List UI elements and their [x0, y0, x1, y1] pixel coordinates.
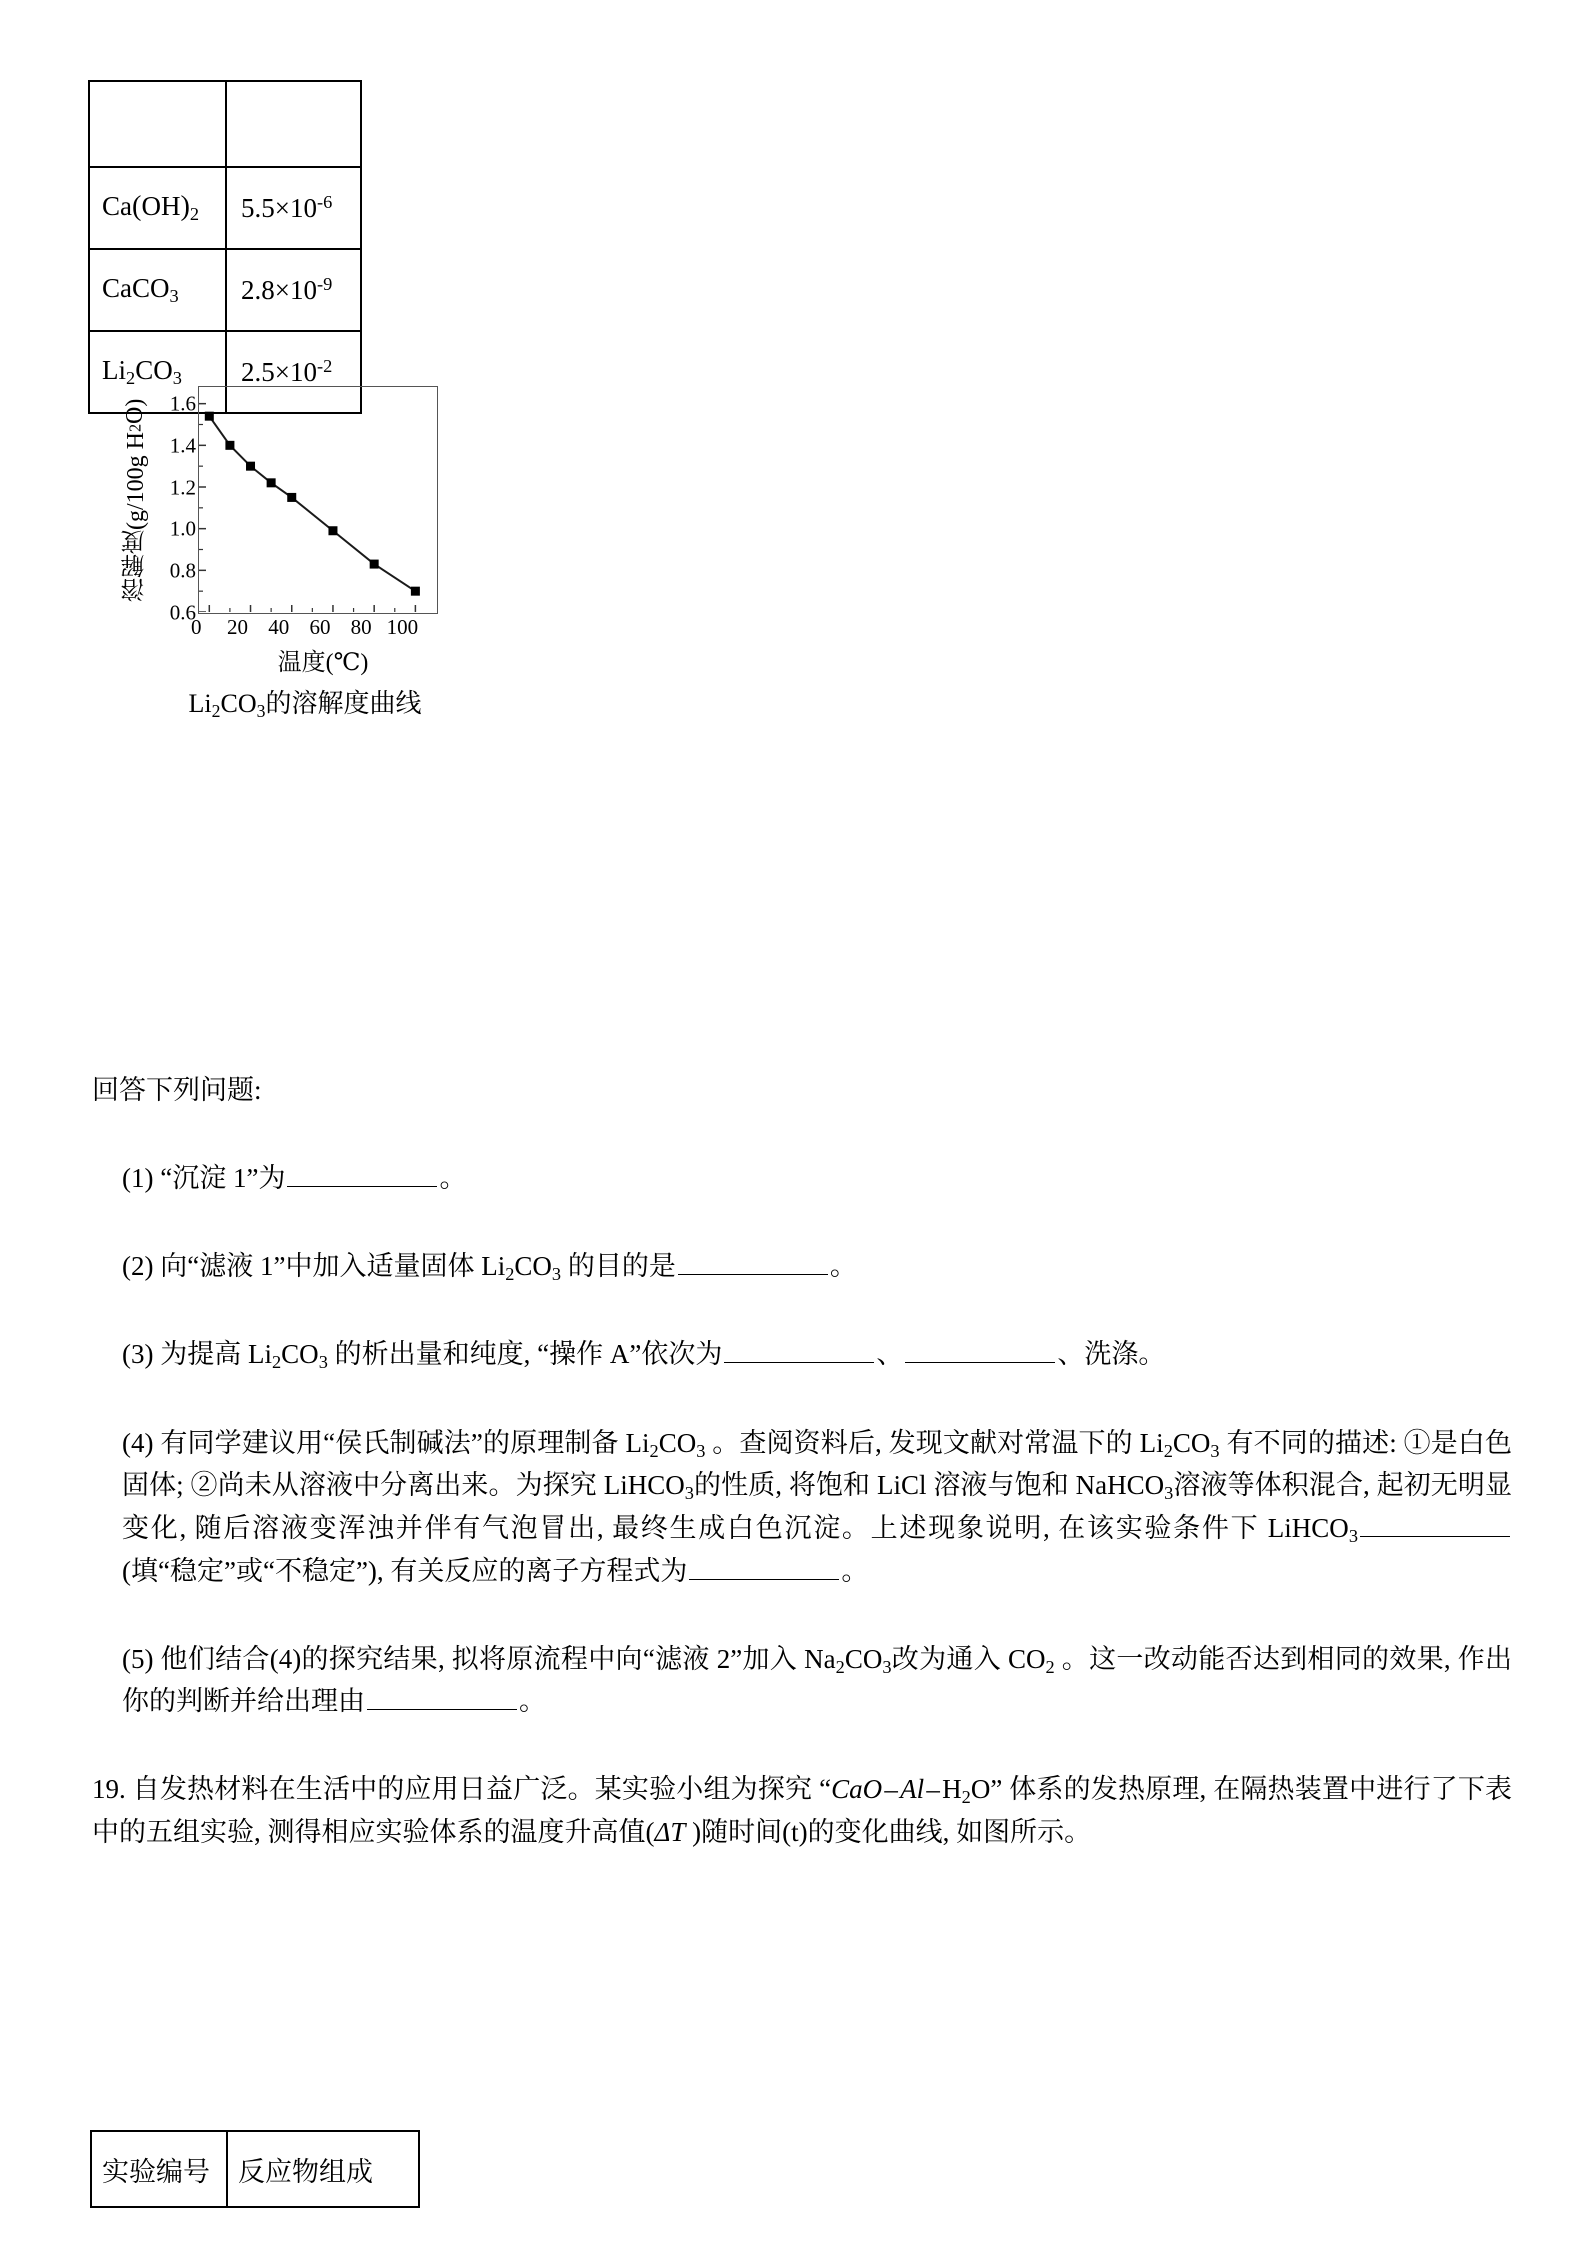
- chart-y-tick: 1.4: [169, 433, 196, 458]
- q4-tail: (填“稳定”或“不稳定”), 有关反应的离子方程式为: [122, 1555, 688, 1586]
- question-2-text: (2) 向“滤液 1”中加入适量固体 $Li_2CO_3$ 的目的是: [122, 1250, 676, 1284]
- chart-data-point: [267, 478, 276, 487]
- cell-value: $2.5\times 10^{-2}$: [226, 331, 361, 413]
- q5-period: 。: [519, 1686, 546, 1717]
- chart-caption: $Li_2CO_3$的溶解度曲线: [188, 689, 422, 721]
- question-1-period: 。: [439, 1162, 467, 1193]
- chart-svg: [199, 387, 436, 612]
- chart-data-point: [328, 526, 337, 535]
- q4-period: 。: [841, 1555, 869, 1586]
- chart-y-tick: 0.6: [169, 600, 196, 624]
- answer-blank[interactable]: [678, 1250, 828, 1274]
- chart-x-axis-label: 温度(℃): [277, 650, 369, 676]
- table-row: [89, 249, 361, 331]
- value-mantissa: 2.8: [241, 274, 275, 305]
- answer-blank[interactable]: [724, 1339, 874, 1363]
- chart-x-tick: 20: [227, 615, 249, 639]
- question-body: [92, 1070, 1512, 1899]
- question-1: [92, 1158, 1512, 1200]
- cell-substance: $Ca(OH)_2$: [89, 167, 226, 249]
- question-1-text: (1) “沉淀 1”为: [122, 1162, 286, 1193]
- value-mantissa: 5.5: [241, 192, 275, 223]
- q3-sep1: 、: [876, 1339, 904, 1370]
- cell-substance: $Li_2CO_3$: [89, 331, 226, 413]
- chart-plot-area: [198, 386, 438, 614]
- question-2: [92, 1246, 1512, 1289]
- value-mantissa: 2.5: [241, 356, 275, 387]
- question-2-period: 。: [829, 1250, 857, 1281]
- chart-series-line: [209, 416, 415, 591]
- header-cell-substance: [89, 81, 226, 167]
- chart-y-tick: 1.2: [169, 475, 196, 499]
- answer-blank[interactable]: [689, 1555, 839, 1579]
- chart-y-tick: 1.6: [169, 391, 196, 416]
- header-cell-reactant-composition: 反应物组成: [227, 2131, 419, 2207]
- cell-value: $5.5\times 10^{-6}$: [226, 167, 361, 249]
- table-row: [89, 167, 361, 249]
- chart-data-point: [225, 441, 234, 450]
- chart-x-tick: 80: [350, 615, 372, 639]
- chart-data-point: [370, 560, 379, 569]
- solubility-product-table: [88, 80, 362, 414]
- cell-value: $2.8\times 10^{-9}$: [226, 249, 361, 331]
- chart-x-tick: 60: [309, 615, 331, 639]
- chart-data-point: [411, 587, 420, 596]
- chart-y-tick-labels: [154, 386, 198, 624]
- header-cell-value: [226, 81, 361, 167]
- experiment-table-wrapper: [90, 2130, 420, 2208]
- value-exponent: -2: [316, 356, 333, 377]
- chart-y-axis-label: 溶解度(g/100g H 2 O): [122, 398, 149, 602]
- chart-data-point: [246, 462, 255, 471]
- answer-blank[interactable]: [905, 1339, 1055, 1363]
- question-5-text: (5) 他们结合(4)的探究结果, 拟将原流程中向“滤液 2”加入 $Na_2CO_3$改为通入 $CO_2$ 。这一改动能否达到相同的效果, 作出你的判断并给出理由: [122, 1643, 1512, 1717]
- chart-x-tick: 100: [386, 615, 419, 639]
- answer-blank[interactable]: [1360, 1513, 1510, 1537]
- intro-line: 回答下列问题:: [92, 1075, 262, 1105]
- question-19-text: 19. 自发热材料在生活中的应用日益广泛。某实验小组为探究 “CaO – Al – $H_2O$” 体系的发热原理, 在隔热装置中进行了下表中的五组实验, 测得相应实验体系的温度升高值(ΔT )随时间(t)的变化曲线, 如图所示。: [92, 1773, 1513, 1847]
- question-19: [92, 1769, 1512, 1853]
- experiment-table: [90, 2130, 420, 2208]
- q3-tail: 、洗涤。: [1057, 1339, 1166, 1370]
- table-header-row: [91, 2131, 419, 2207]
- chart-x-tick: 0: [191, 615, 202, 639]
- header-cell-exp-id: 实验编号: [91, 2131, 227, 2207]
- value-exponent: -6: [316, 192, 333, 213]
- question-3: [92, 1334, 1512, 1377]
- chart-y-tick: 1.0: [169, 516, 196, 541]
- answer-blank[interactable]: [287, 1163, 437, 1187]
- chart-x-tick-labels: [186, 614, 426, 640]
- chart-x-tick: 40: [268, 615, 290, 639]
- answer-blank[interactable]: [367, 1686, 517, 1710]
- chart-data-point: [205, 412, 214, 421]
- chart-plot-row: [118, 386, 468, 624]
- question-4-text: (4) 有同学建议用“侯氏制碱法”的原理制备 $Li_2CO_3$ 。查阅资料后, 发现文献对常温下的 $Li_2CO_3$ 有不同的描述: ①是白色固体; ②尚未从溶液中分离出来。为探究 LiHCO$_3$的性质, 将饱和 LiCl 溶液与饱和 NaHCO$_3$溶液等体积混合, 起初无明显变化, 随后溶液变浑浊并伴有气泡冒出, 最终生成白色沉淀。上述现象说明, 在该实验条件下 LiHCO$_3$: [122, 1427, 1512, 1547]
- cell-substance: CaCO$_3$: [89, 249, 226, 331]
- solubility-product-table-wrapper: [88, 80, 362, 414]
- table-header-row: [89, 81, 361, 167]
- question-3-text: (3) 为提高 $Li_2CO_3$ 的析出量和纯度, “操作 A”依次为: [122, 1339, 723, 1373]
- solubility-curve-figure: [118, 386, 468, 722]
- value-exponent: -9: [316, 274, 333, 295]
- question-4: [92, 1423, 1512, 1593]
- chart-data-point: [287, 493, 296, 502]
- question-5: [92, 1639, 1512, 1723]
- chart-y-tick: 0.8: [169, 558, 196, 583]
